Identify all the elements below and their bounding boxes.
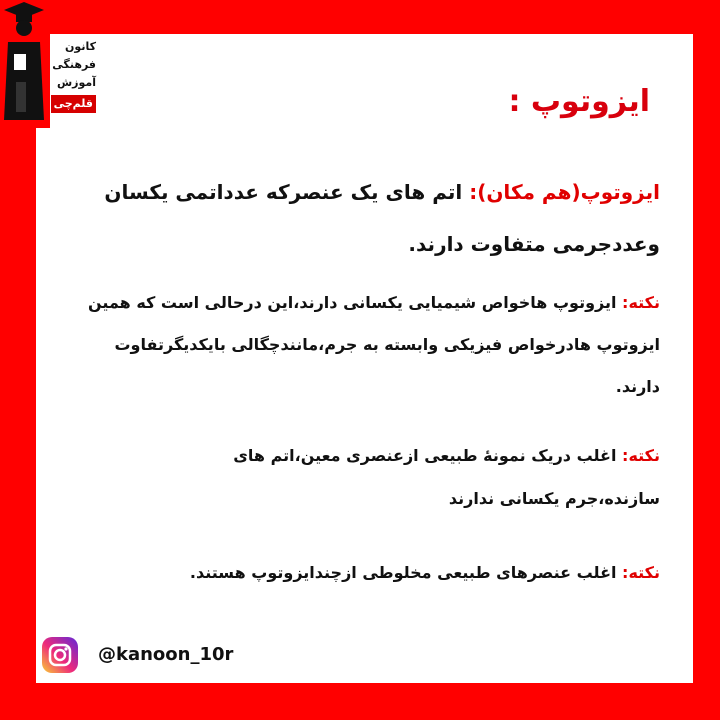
note-1-label: نکته:	[622, 293, 660, 312]
note-3-line-1	[100, 552, 660, 594]
page-title: ایزوتوپ :	[508, 84, 650, 119]
logo-tag: قلم‌چی	[51, 95, 96, 113]
logo-line-3: آموزش	[57, 76, 96, 89]
instagram-handle[interactable]: @kanoon_10r	[98, 644, 234, 665]
note-2-line-1	[100, 434, 660, 477]
note-3-text-1: اغلب عنصرهای طبیعی مخلوطی ازچندایزوتوپ هستند.	[189, 563, 623, 582]
note-1-line-2: ایزوتوپ هادرخواص فیزیکی وابسته به جرم،مانندچگالی بایکدیگرتفاوت	[114, 335, 660, 354]
definition-text-1: اتم های یک عنصرکه عدداتمی یکسان	[104, 180, 470, 204]
note-1-line-1	[50, 282, 660, 324]
logo-text	[44, 38, 96, 113]
graduate-icon	[0, 0, 50, 128]
note-2-label: نکته:	[622, 446, 660, 465]
note-2	[100, 434, 660, 520]
note-1-text-1: ایزوتوپ هاخواص شیمیایی یکسانی دارند،این درحالی است که همین	[88, 293, 623, 312]
note-2-line-2: سازنده،جرم یکسانی ندارند	[448, 489, 660, 508]
logo-line-2: فرهنگی	[52, 58, 96, 71]
note-1	[50, 282, 660, 408]
note-1-line-3: دارند.	[615, 377, 660, 396]
kanoon-logo	[0, 0, 96, 128]
note-3-label: نکته:	[622, 563, 660, 582]
definition-term: ایزوتوپ(هم مکان):	[469, 180, 660, 204]
definition-paragraph	[100, 166, 660, 270]
definition-line-1	[100, 166, 660, 218]
note-2-text-1: اغلب دریک نمونۀ طبیعی ازعنصری معین،اتم های	[233, 446, 623, 465]
note-3	[100, 552, 660, 594]
logo-line-1: کانون	[65, 40, 96, 53]
definition-line-2: وعددجرمی متفاوت دارند.	[408, 232, 660, 256]
instagram-icon[interactable]	[42, 637, 78, 673]
